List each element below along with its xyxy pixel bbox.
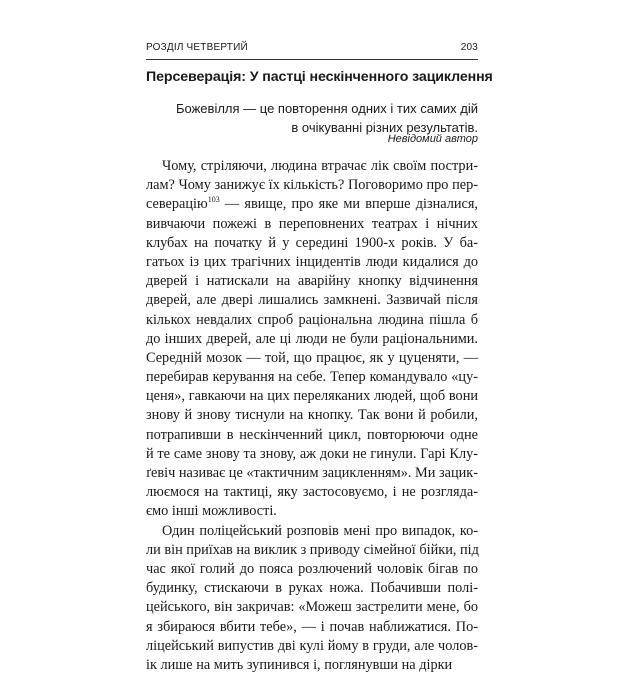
text-fragment: — [219, 196, 245, 213]
text-line: Чому, стріляючи, людина втрачає лік своїм постри- [162, 158, 478, 174]
text-line: ли він приїхав на виклик з приводу сімейної бійки, під [146, 541, 479, 558]
text-line: Один поліцейський розповів мені про випадок, ко- [162, 522, 478, 539]
text-line: знову й знову тиснули на кнопку. Так вони й робили, [146, 407, 478, 424]
text-line: лам? Чому занижує їх кількість? Поговоримо про пер- [146, 177, 478, 194]
footnote-reference[interactable]: 103 [207, 195, 220, 205]
text-line: я збираюся вбити тебе», — і почав наближатися. По- [146, 618, 478, 635]
text-line: кількох невдалих спроб раціональна людина пішла б [146, 311, 478, 328]
text-line: ємо інші можливості. [146, 503, 277, 520]
epigraph-author: Невідомий автор [387, 133, 478, 145]
text-line: Середній мозок — той, що працює, як у цуценяти, — [146, 349, 478, 366]
body-text [146, 157, 478, 675]
text-line: до інших дверей, але ці люди не були раціональними. [146, 330, 478, 347]
text-line: ік лише на мить зупинився і, поглянувши на дірки [146, 656, 453, 673]
text-line: гатьох із цих трагічних інцидентів люди кидалися до [146, 253, 478, 270]
section-title: Персеверація: У пастці нескінченного зациклення [146, 69, 493, 85]
page-number: 203 [460, 42, 478, 53]
running-head [146, 42, 478, 58]
epigraph-line: Божевілля — це повторення одних і тих самих дій [176, 101, 478, 116]
text-line: ґевіч називає це «тактичним зацикленням». Ми зацик- [146, 465, 478, 481]
text-fragment: явище, про яке ми вперше дізналися, [244, 196, 478, 213]
text-line: люємося на тактиці, яку застосовуємо, і не розгляда- [146, 484, 478, 501]
text-line: потрапивши в нескінченний цикл, повторюючи одне [146, 426, 478, 443]
epigraph-line: в очікуванні різних результатів. [291, 120, 478, 135]
text-line: дверей і натискали на аварійну кнопку відчинення [146, 273, 478, 290]
text-line: ценя», гавкаючи на цих переляканих людей, щоб вони [146, 388, 478, 405]
header-divider [146, 59, 478, 60]
chapter-label: РОЗДІЛ ЧЕТВЕРТИЙ [146, 42, 248, 53]
text-fragment: северацію [146, 196, 208, 213]
text-line: перебирав керування на себе. Тепер командувало «цу- [146, 369, 478, 386]
text-line: дверей, але двері лишались замкнені. Зазвичай після [146, 292, 478, 309]
text-line: час якої голий до пояса розлючений чоловік бігав по [146, 560, 478, 577]
text-line: цейського, він закричав: «Можеш застрелити мене, бо [146, 599, 478, 616]
text-line: клубах на початку й у середині 1900-х років. У ба- [146, 234, 478, 251]
text-line: ліцейський випустив дві кулі йому в груди, але чолов- [146, 637, 478, 654]
text-line: будинку, стискаючи в руках ножа. Побачивши полі- [146, 580, 478, 597]
text-line: й те саме знову та знову, аж доки не гинули. Гарі Клу- [146, 445, 478, 462]
text-line-with-footnote [146, 195, 478, 214]
text-line: вивчаючи пожежі в переповнених театрах і нічних [146, 215, 478, 232]
